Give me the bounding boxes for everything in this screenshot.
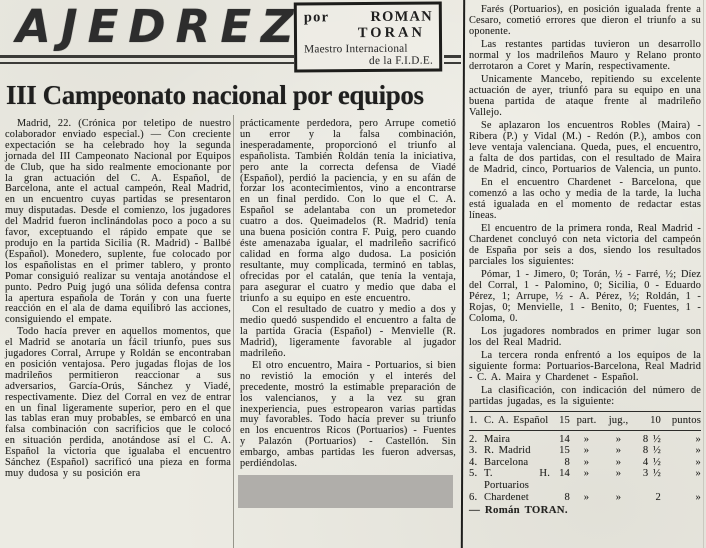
standings-rank: 3.: [469, 445, 478, 457]
standings-mark: »: [583, 445, 590, 457]
paragraph: El encuentro de la primera ronda, Real Madrid - Chardenet concluyó con neta victoria del campeón de España por seis a dos, siendo los resultados parciales los siguientes:: [469, 223, 701, 267]
standings-row: [469, 457, 701, 469]
standings-row: [469, 492, 701, 504]
page-edge-line: [703, 0, 704, 548]
redacted-block: [238, 475, 453, 508]
byline-name-last: TORAN: [357, 24, 426, 42]
article-column-2: [240, 119, 456, 548]
byline-name-first: ROMAN: [370, 8, 433, 25]
standings-unit: puntos: [671, 415, 701, 426]
standings-rank: 1.: [469, 415, 478, 426]
column-divider-1: [233, 115, 234, 548]
standings-mark: »: [615, 456, 622, 468]
standings-unit: »: [695, 456, 701, 468]
masthead-rule: [0, 55, 294, 64]
standings-club: Chardenet: [484, 491, 529, 503]
paragraph: Las restantes partidas tuvieron un desarrollo normal y los madrileños Mauro y Relano pronto derrotaron a Coret y Marín, respectivamente.: [469, 39, 701, 72]
standings-rank: 5.: [469, 468, 478, 480]
standings-unit: »: [695, 491, 701, 503]
standings-points: 2: [655, 491, 661, 503]
standings-club: Barcelona: [484, 456, 529, 468]
standings-mark: »: [615, 433, 622, 445]
paragraph: prácticamente perdedora, pero Arrupe cometió un error y la falsa combinación, inesperadamente, proporcionó el triunfo al españolista. También Roldán tenía la iniciativa, pero ante la correcta defensa de Viadé (Español), perdió la paciencia, y en su afán de forzar los acontecimientos, vino a encontrarse en un final perdido. Con lo que el C. A. Español se adelantaba con un prometedor cuatro a dos. Queimadelos (R. Madrid) tenía una buena posición contra F. Puig, pero cuando éste amenazaba igualar, el madrileño sacrificó calidad en forma algo dudosa. La posición resultante, muy complicada, terminó en tablas, ofrecidas por el catalán, que tenía la ventaja, para asegurar el cuatro y medio que daba el triunfo a su equipo en este encuentro.: [240, 118, 456, 304]
standings-mark: »: [583, 456, 590, 468]
standings-mark: »: [583, 491, 590, 503]
standings-points: 4 ½: [642, 456, 661, 468]
standings-rank: 6.: [469, 491, 478, 503]
paragraph: En el encuentro Chardenet - Barcelona, que comenzó a las ocho y media de la tarde, la lucha está igualada en el momento de redactar estas líneas.: [469, 177, 701, 221]
standings-row: [469, 468, 701, 491]
standings-club: C. A. Español: [484, 415, 549, 426]
byline-box: [294, 1, 442, 72]
paragraph: Farés (Portuarios), en posición igualada frente a Cesaro, cometió errores que dieron el triunfo a su oponente.: [469, 4, 701, 37]
standings-played: 8: [564, 491, 570, 503]
masthead-rule-right: [444, 55, 461, 64]
standings-club: R. Madrid: [484, 445, 531, 457]
standings-points: 8 ½: [642, 445, 661, 457]
standings-table: [469, 411, 701, 516]
standings-club: T. H. Portuarios: [484, 468, 550, 491]
standings-played: 15: [559, 415, 570, 426]
paragraph: Todo hacía prever en aquellos momentos, que el Madrid se anotaría un fácil triunfo, pues sus jugadores Corral, Arrupe y Roldán se encontraban en posición ventajosa. Pero jugadas flojas de los madrileños permitieron reaccionar a sus adversarios, García-Orús, Sánchez y Viadé, respectivamente. Diez del Corral en vez de entrar en un final ligeramente superior, pero en el que las tablas eran muy probables, se embarcó en una falsa combinación con sacrificios que le colocó en situación perdida, anotándose así el C. A. Español la victoria que igualaba el encuentro Sánchez (Español) sacrificó una pieza en forma muy dudosa y su posición era: [5, 326, 231, 479]
standings-played: 14: [559, 468, 570, 480]
paragraph: Con el resultado de cuatro y medio a dos y medio quedó suspendido el encuentro a falta de la partida Gracia (Español) - Menvielle (R. Madrid), ligeramente favorable al jugador madrileño.: [240, 304, 456, 360]
standings-row: [469, 415, 701, 431]
standings-played: 15: [559, 445, 570, 457]
article-headline: III Campeonato nacional por equipos: [6, 80, 424, 110]
standings-mark: »: [583, 433, 590, 445]
paragraph: La clasificación, con indicación del número de partidas jugadas, es la siguiente:: [469, 385, 701, 407]
standings-mark: »: [615, 491, 622, 503]
standings-row: [469, 434, 701, 446]
article-column-3: [469, 4, 701, 548]
standings-mark: »: [615, 445, 622, 457]
paragraph: La tercera ronda enfrentó a los equipos de la siguiente forma: Portuarios-Barcelona, Real Madrid - C. A. Maira y Chardenet - Español.: [469, 350, 701, 383]
standings-points: 3 ½: [642, 468, 661, 480]
standings-points: 8 ½: [642, 433, 661, 445]
masthead-title: AJEDREZ: [16, 0, 304, 53]
paragraph: Se aplazaron los encuentros Robles (Maira) - Ribera (P.) y Vidal (M.) - Redón (P.), ambos con leve ventaja valenciana. Queda, pues, el encuentro, a falta de dos partidas, con el resultado de Maira de Madrid, cinco, Portuarios de Valencia, un punto.: [469, 120, 701, 175]
paragraph: Los jugadores nombrados en primer lugar son los del Real Madrid.: [469, 326, 701, 348]
author-signature: — Román TORAN.: [469, 504, 568, 517]
paragraph: El otro encuentro, Maira - Portuarios, si bien no revistió la emoción y el interés del precedente, mostró la estimable preparación de los valencianos, y a la vez su gran inexperiencia, pues estropearon varias partidas muy favorables. Todo hacía prever su triunfo en los encuentros Ricos (Portuarios) - Fuentes y Palazón (Portuarios) - Castellón. Sin embargo, ambas partidas les fueron adversas, perdiéndolas.: [240, 359, 456, 470]
article-column-1: [5, 119, 231, 548]
standings-points: 10: [650, 415, 661, 426]
standings-mark: »: [583, 468, 590, 480]
standings-row: [469, 445, 701, 457]
standings-club: Maira: [484, 433, 511, 445]
column-divider-2: [461, 0, 465, 548]
standings-unit: »: [695, 433, 701, 445]
standings-played: 14: [559, 433, 570, 445]
byline-credential-2: de la F.I.D.E.: [368, 54, 434, 67]
standings-rank: 4.: [469, 456, 478, 468]
byline-por: por: [303, 9, 330, 26]
standings-mark: »: [615, 468, 622, 480]
byline-credential-1: Maestro Internacional: [304, 42, 408, 56]
paragraph: Madrid, 22. (Crónica por teletipo de nuestro colaborador enviado especial.) — Con creciente expectación se ha celebrado hoy la segunda jornada del III Campeonato Nacional por Equipos de Club, que ha sido realmente emocionante por la gran actuación del C. A. Español, de Barcelona, ante el actual campeón, Real Madrid, en un encuentro cuyas partidas se presentaron muy disputadas. Desde el comienzo, los jugadores del Madrid fueron inclinándolas poco a poco a su favor, exceptuando el rápido empate que se produjo en la partida Sicilia (R. Madrid) - Ballbé (Español). Monedero, suplente, fue colocado por los españolistas en el primer tablero, y pronto Pomar consiguió realizar su ventaja anotándose el punto. Pedro Puig jugó una sólida defensa contra la apertura española de Torán y con una fuerte reacción en el ala de dama equilibró las acciones, consiguiendo el empate.: [5, 118, 231, 326]
standings-mark: part.: [576, 415, 597, 426]
paragraph: Unicamente Mancebo, repitiendo su excelente actuación de ayer, triunfó para su equipo en una buena partida de ataque frente al madrileño Vallejo.: [469, 74, 701, 118]
standings-unit: »: [695, 445, 701, 457]
paragraph: Pómar, 1 - Jimero, 0; Torán, ½ - Farré, ½; Díez del Corral, 1 - Palomino, 0; Sicilia, 0 - Eduardo Pérez, 1; Arrupe, ½ - A. Pérez, ½; Roldán, 1 - Rojas, 0; Menvielle, 1 - Benito, 0; Fuentes, 1 - Coloma, 0.: [469, 269, 701, 324]
standings-mark: jug.,: [608, 415, 629, 426]
standings-unit: »: [695, 468, 701, 480]
standings-played: 8: [564, 456, 570, 468]
standings-rank: 2.: [469, 433, 478, 445]
